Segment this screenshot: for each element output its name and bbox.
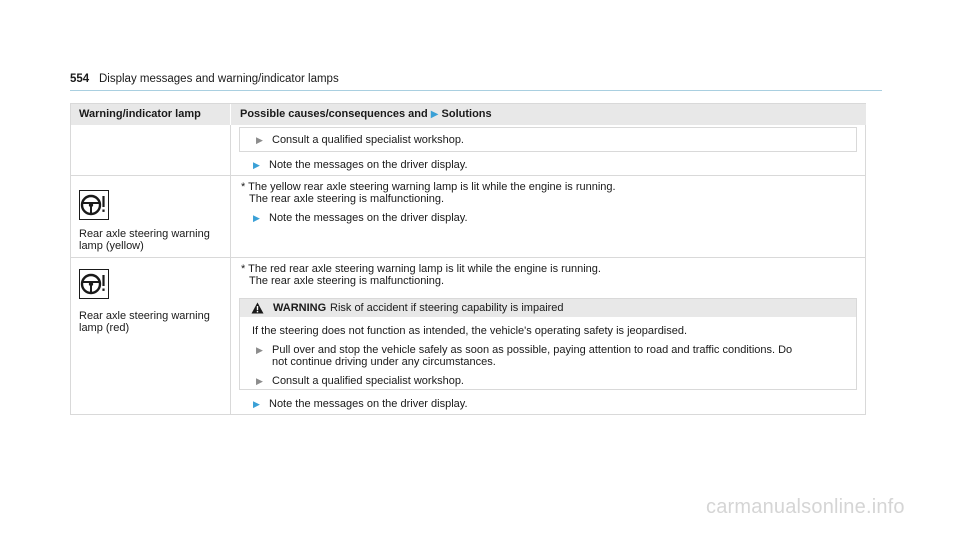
step-text: Note the messages on the driver display. xyxy=(269,398,468,410)
row-divider xyxy=(71,175,866,176)
lamp-label: lamp (yellow) xyxy=(79,240,144,252)
warning-triangle-icon xyxy=(251,302,264,314)
warning-lamp-table xyxy=(70,103,866,415)
section-title: Display messages and warning/indicator lamps xyxy=(99,73,339,85)
triangle-bullet-icon: ▶ xyxy=(253,213,260,223)
warning-step-text: not continue driving under any circumstances. xyxy=(272,356,496,368)
step-text: Consult a qualified specialist workshop. xyxy=(272,134,464,146)
rear-axle-steering-warning-icon xyxy=(79,269,109,299)
step-box xyxy=(239,127,857,152)
cause-text: * The yellow rear axle steering warning lamp is lit while the engine is running. xyxy=(241,181,616,193)
triangle-bullet-icon: ▶ xyxy=(256,345,263,355)
column-header-causes xyxy=(230,104,866,125)
column-header-lamp: Warning/indicator lamp xyxy=(71,104,230,125)
lamp-label: Rear axle steering warning xyxy=(79,228,210,240)
watermark: carmanualsonline.info xyxy=(706,496,905,518)
warning-step-text: Consult a qualified specialist workshop. xyxy=(272,375,464,387)
warning-step-text: Pull over and stop the vehicle safely as soon as possible, paying attention to road and traffic conditions. Do xyxy=(272,344,793,356)
cause-text: The rear axle steering is malfunctioning. xyxy=(249,193,445,205)
page-header xyxy=(70,73,882,91)
triangle-bullet-icon: ▶ xyxy=(253,399,260,409)
triangle-bullet-icon: ▶ xyxy=(256,376,263,386)
rear-axle-steering-warning-icon xyxy=(79,190,109,220)
cause-text: * The red rear axle steering warning lamp is lit while the engine is running. xyxy=(241,263,601,275)
lamp-label: Rear axle steering warning xyxy=(79,310,210,322)
triangle-bullet-icon: ▶ xyxy=(253,160,260,170)
triangle-bullet-icon: ▶ xyxy=(256,135,263,145)
step-text: Note the messages on the driver display. xyxy=(269,212,468,224)
triangle-bullet-icon: ▶ xyxy=(430,109,439,120)
page-number: 554 xyxy=(70,73,90,85)
warning-label: WARNING xyxy=(273,302,327,314)
warning-title: Risk of accident if steering capability is impaired xyxy=(330,302,564,314)
step-text: Note the messages on the driver display. xyxy=(269,159,468,171)
warning-box xyxy=(239,298,857,390)
row-divider xyxy=(71,257,866,258)
warning-body: If the steering does not function as intended, the vehicle's operating safety is jeopardised. xyxy=(252,325,688,337)
cause-text: The rear axle steering is malfunctioning. xyxy=(249,275,445,287)
lamp-label: lamp (red) xyxy=(79,322,130,334)
column-header-causes-text: Possible causes/consequences and xyxy=(240,108,428,120)
column-header-solutions-text: Solutions xyxy=(441,108,492,120)
column-divider xyxy=(230,125,231,415)
